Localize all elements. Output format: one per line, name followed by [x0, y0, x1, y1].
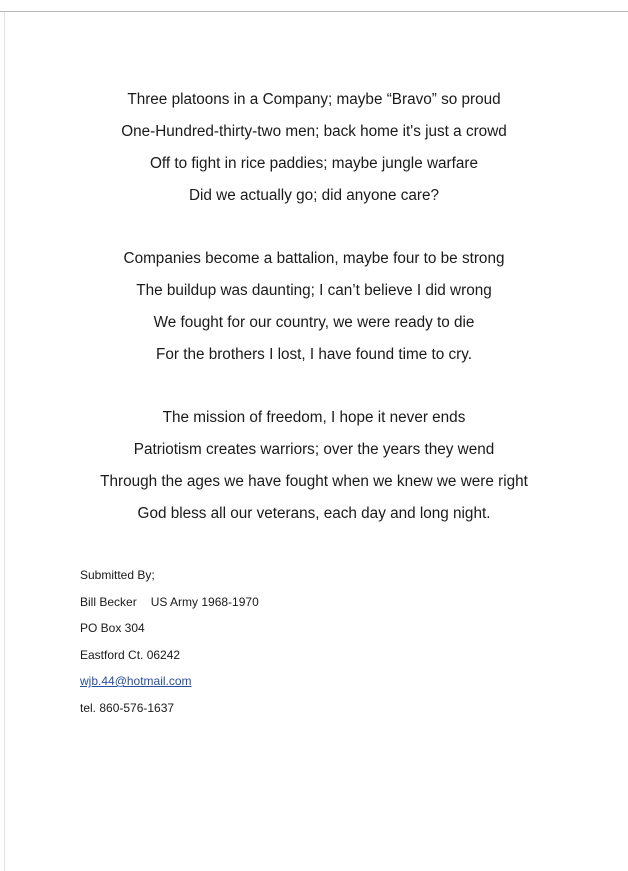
po-box: PO Box 304	[80, 621, 145, 635]
city-zip: Eastford Ct. 06242	[80, 647, 181, 662]
name-service-row	[80, 589, 259, 616]
service-record: US Army 1968-1970	[150, 594, 259, 609]
poem-line: Did we actually go; did anyone care?	[188, 187, 439, 204]
phone: tel. 860-576-1637	[80, 700, 175, 715]
poem-line: Three platoons in a Company; maybe “Bravo” so proud	[127, 91, 501, 108]
poem-line: We fought for our country, we were ready to die	[153, 314, 475, 331]
submitter-name: Bill Becker	[80, 594, 137, 609]
stanza-3	[0, 402, 628, 530]
scan-top-edge	[0, 11, 628, 12]
poem-line: God bless all our veterans, each day and long night.	[137, 505, 491, 522]
email-row	[80, 668, 259, 695]
poem-line: Patriotism creates warriors; over the years they wend	[133, 441, 495, 458]
poem-line: Through the ages we have fought when we knew we were right	[100, 473, 528, 490]
poem-line: Off to fight in rice paddies; maybe jungle warfare	[150, 155, 478, 172]
email-link[interactable]: wjb.44@hotmail.com	[80, 674, 192, 688]
poem-line: One-Hundred-thirty-two men; back home it's just a crowd	[121, 123, 507, 140]
poem-line: The buildup was daunting; I can’t believe I did wrong	[136, 282, 492, 299]
poem-line: Companies become a battalion, maybe four to be strong	[123, 250, 505, 267]
stanza-2	[0, 243, 628, 371]
poem-line: The mission of freedom, I hope it never ends	[162, 409, 466, 426]
poem-line: For the brothers I lost, I have found time to cry.	[156, 346, 472, 363]
submitter-info	[80, 562, 259, 721]
stanza-1	[0, 84, 628, 212]
poem	[0, 84, 628, 530]
submitted-by-label: Submitted By;	[80, 568, 155, 582]
